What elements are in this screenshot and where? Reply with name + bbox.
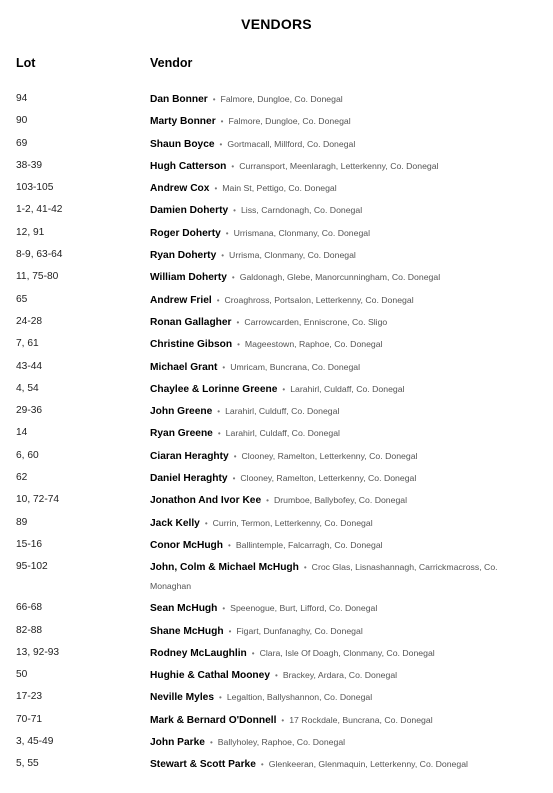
lot-number: 17-23 [16,691,43,703]
vendor-name: Stewart & Scott Parke [150,759,256,771]
vendor-name: Christine Gibson [150,339,233,351]
lot-number: 43-44 [16,360,43,372]
lot-number: 50 [16,669,28,681]
vendor-row [0,244,553,266]
vendor-cell [150,378,505,400]
lot-number: 90 [16,115,28,127]
bullet-separator: • [260,760,264,770]
vendor-cell [150,489,505,511]
lot-number: 103-105 [16,182,54,194]
vendor-name: Ryan Doherty [150,250,217,262]
vendor-name: Damien Doherty [150,205,229,217]
vendor-address: Brackey, Ardara, Co. Donegal [282,670,398,681]
vendor-name: Dan Bonner [150,94,208,105]
vendor-name: Roger Doherty [150,227,221,239]
lot-number: 65 [16,293,28,305]
vendor-cell [150,311,505,333]
bullet-separator: • [214,184,218,194]
bullet-separator: • [233,206,236,216]
bullet-separator: • [228,540,231,550]
vendor-address: Currin, Termon, Letterkenny, Co. Donegal [212,517,373,528]
bullet-separator: • [216,295,220,305]
vendor-row [0,709,553,731]
vendor-cell [150,620,505,642]
vendor-name: Rodney McLaughlin [150,647,247,659]
vendor-name: Daniel Heraghty [150,473,228,485]
vendor-cell [150,467,505,489]
vendor-address: Curransport, Meenlaragh, Letterkenny, Co. Donegal [239,160,439,171]
vendor-cell [150,199,505,221]
vendor-cell [150,88,505,110]
bullet-separator: • [228,626,232,636]
vendor-address: Figart, Dunfanaghy, Co. Donegal [236,625,363,636]
vendor-row [0,597,553,619]
vendor-name: Ronan Gallagher [150,316,232,328]
vendor-name: Ciaran Heraghty [150,450,229,462]
bullet-separator: • [231,161,235,171]
vendor-cell [150,333,505,355]
lot-number: 82-88 [16,624,43,636]
lot-number: 14 [16,427,28,439]
bullet-separator: • [220,117,224,127]
vendor-row [0,333,553,355]
vendor-cell [150,642,505,664]
vendor-cell [150,155,505,177]
vendor-address: 17 Rockdale, Buncrana, Co. Donegal [289,714,433,725]
lot-number: 29-36 [16,405,43,417]
bullet-separator: • [232,474,236,484]
vendor-name: Shaun Boyce [150,138,215,150]
vendor-row [0,686,553,708]
bullet-separator: • [251,648,255,658]
lot-number: 3, 45-49 [16,736,54,748]
vendor-row [0,467,553,489]
lot-number: 11, 75-80 [16,271,59,283]
lot-number: 70-71 [16,713,43,725]
vendor-name: William Doherty [150,272,227,284]
lot-number: 69 [16,137,28,149]
bullet-separator: • [237,340,240,350]
vendor-name: Jonathon And Ivor Kee [150,495,262,507]
vendor-address: Carrowcarden, Enniscrone, Co. Sligo [244,316,388,327]
vendor-cell [150,556,505,597]
vendor-address: Urrismana, Clonmany, Co. Donegal [233,227,371,238]
lot-number: 89 [16,516,28,528]
vendor-cell [150,445,505,467]
vendor-name: John Greene [150,406,213,418]
vendor-name: Michael Grant [150,361,218,373]
vendor-row [0,133,553,155]
vendor-cell [150,686,505,708]
vendor-name: Hugh Catterson [150,160,227,172]
bullet-separator: • [221,251,225,261]
lot-number: 1-2, 41-42 [16,204,63,216]
lot-number: 13, 92-93 [16,646,60,658]
vendor-row [0,489,553,511]
vendor-address: Galdonagh, Glebe, Manorcunningham, Co. Donegal [239,272,441,283]
vendor-address: Main St, Pettigo, Co. Donegal [222,183,337,194]
vendor-address: Clara, Isle Of Doagh, Clonmany, Co. Donegal [259,647,435,658]
vendor-address: Larahirl, Culdaff, Co. Donegal [290,383,405,394]
vendor-name: Andrew Friel [150,294,212,306]
lot-number: 6, 60 [16,449,39,461]
vendor-row [0,289,553,311]
bullet-separator: • [209,738,213,748]
vendor-name: Hughie & Cathal Mooney [150,670,270,682]
vendor-cell [150,244,505,266]
vendor-row [0,88,553,110]
vendor-address: Glenkeeran, Glenmaquin, Letterkenny, Co. Donegal [268,759,468,770]
vendor-cell [150,664,505,686]
vendor-row [0,378,553,400]
vendor-name: Mark & Bernard O'Donnell [150,714,277,726]
lot-number: 10, 72-74 [16,494,60,506]
bullet-separator: • [236,317,240,327]
vendor-column-header: Vendor [150,56,193,70]
lot-number: 15-16 [16,538,43,550]
lot-number: 12, 91 [16,226,45,238]
vendor-row [0,199,553,221]
vendor-list [0,88,553,776]
vendor-name: John, Colm & Michael McHugh [150,562,299,574]
vendor-address: Mageestown, Raphoe, Co. Donegal [244,339,383,350]
vendor-row [0,620,553,642]
vendor-address: Ballyholey, Raphoe, Co. Donegal [217,737,346,748]
vendor-address: Ballintemple, Falcarragh, Co. Donegal [235,539,383,550]
vendor-address: Croaghross, Portsalon, Letterkenny, Co. Donegal [224,294,414,305]
vendor-address: Falmore, Dungloe, Co. Donegal [228,116,351,127]
bullet-separator: • [281,715,285,725]
vendor-name: Sean McHugh [150,603,218,615]
vendor-address: Urrisma, Clonmany, Co. Donegal [229,250,356,261]
lot-number: 4, 54 [16,382,39,394]
vendor-cell [150,597,505,619]
vendor-address: Larahirl, Culduff, Co. Donegal [225,406,340,417]
vendor-row [0,177,553,199]
bullet-separator: • [217,407,221,417]
vendor-cell [150,422,505,444]
lot-number: 8-9, 63-64 [16,249,63,261]
bullet-separator: • [219,693,222,703]
vendor-name: Ryan Greene [150,428,213,440]
lot-number: 7, 61 [16,338,39,350]
vendor-address: Croc Glas, Lisnashannagh, Carrickmacross, Co. Monaghan [150,562,498,592]
vendor-address: Falmore, Dungloe, Co. Donegal [220,94,343,104]
page-title: VENDORS [241,16,312,32]
bullet-separator: • [233,451,237,461]
vendor-row [0,731,553,753]
vendor-cell [150,731,505,753]
vendor-cell [150,400,505,422]
lot-number: 62 [16,472,28,484]
vendor-row [0,266,553,288]
vendor-row [0,512,553,534]
vendor-address: Liss, Carndonagh, Co. Donegal [240,205,363,216]
vendor-address: Speenogue, Burt, Lifford, Co. Donegal [230,603,378,614]
vendor-row [0,664,553,686]
vendor-cell [150,266,505,288]
vendor-row [0,422,553,444]
vendor-address: Drumboe, Ballybofey, Co. Donegal [273,495,408,506]
bullet-separator: • [303,563,307,573]
vendor-name: John Parke [150,737,205,749]
vendor-row [0,110,553,132]
vendor-cell [150,289,505,311]
lot-column-header: Lot [16,56,36,70]
vendor-name: Jack Kelly [150,517,200,529]
vendor-row [0,155,553,177]
vendor-name: Marty Bonner [150,116,216,128]
vendor-name: Shane McHugh [150,625,224,637]
bullet-separator: • [219,139,223,149]
lot-number: 5, 55 [16,758,39,770]
vendor-row [0,222,553,244]
vendor-address: Clooney, Ramelton, Letterkenny, Co. Donegal [241,450,418,461]
vendor-cell [150,512,505,534]
bullet-separator: • [222,604,226,614]
vendor-row [0,534,553,556]
lot-number: 95-102 [16,561,48,573]
vendor-address: Clooney, Ramelton, Letterkenny, Co. Donegal [240,473,417,484]
vendor-cell [150,753,505,775]
vendor-address: Legaltion, Ballyshannon, Co. Donegal [226,692,373,703]
bullet-separator: • [275,671,278,681]
vendor-address: Umricam, Buncrana, Co. Donegal [230,361,361,372]
bullet-separator: • [231,273,235,283]
vendor-cell [150,534,505,556]
vendor-address: Gortmacall, Millford, Co. Donegal [227,138,356,149]
bullet-separator: • [212,95,216,104]
vendor-row [0,311,553,333]
vendor-cell [150,133,505,155]
vendor-row [0,556,553,597]
vendor-cell [150,222,505,244]
vendor-cell [150,110,505,132]
vendor-name: Conor McHugh [150,539,223,551]
lot-number: 94 [16,93,28,104]
bullet-separator: • [225,228,229,238]
lot-number: 66-68 [16,602,43,614]
vendor-name: Andrew Cox [150,183,210,195]
bullet-separator: • [282,384,286,394]
vendor-row [0,445,553,467]
bullet-separator: • [266,496,269,506]
vendor-row [0,642,553,664]
vendor-cell [150,356,505,378]
vendor-name: Neville Myles [150,692,214,704]
vendor-cell [150,709,505,731]
vendor-cell [150,177,505,199]
vendor-row [0,356,553,378]
bullet-separator: • [217,429,221,439]
vendor-row [0,400,553,422]
lot-number: 24-28 [16,315,43,327]
vendor-address: Larahirl, Culdaff, Co. Donegal [225,428,340,439]
bullet-separator: • [222,362,226,372]
bullet-separator: • [204,518,208,528]
vendor-name: Chaylee & Lorinne Greene [150,383,278,395]
vendor-row [0,753,553,775]
lot-number: 38-39 [16,159,43,171]
